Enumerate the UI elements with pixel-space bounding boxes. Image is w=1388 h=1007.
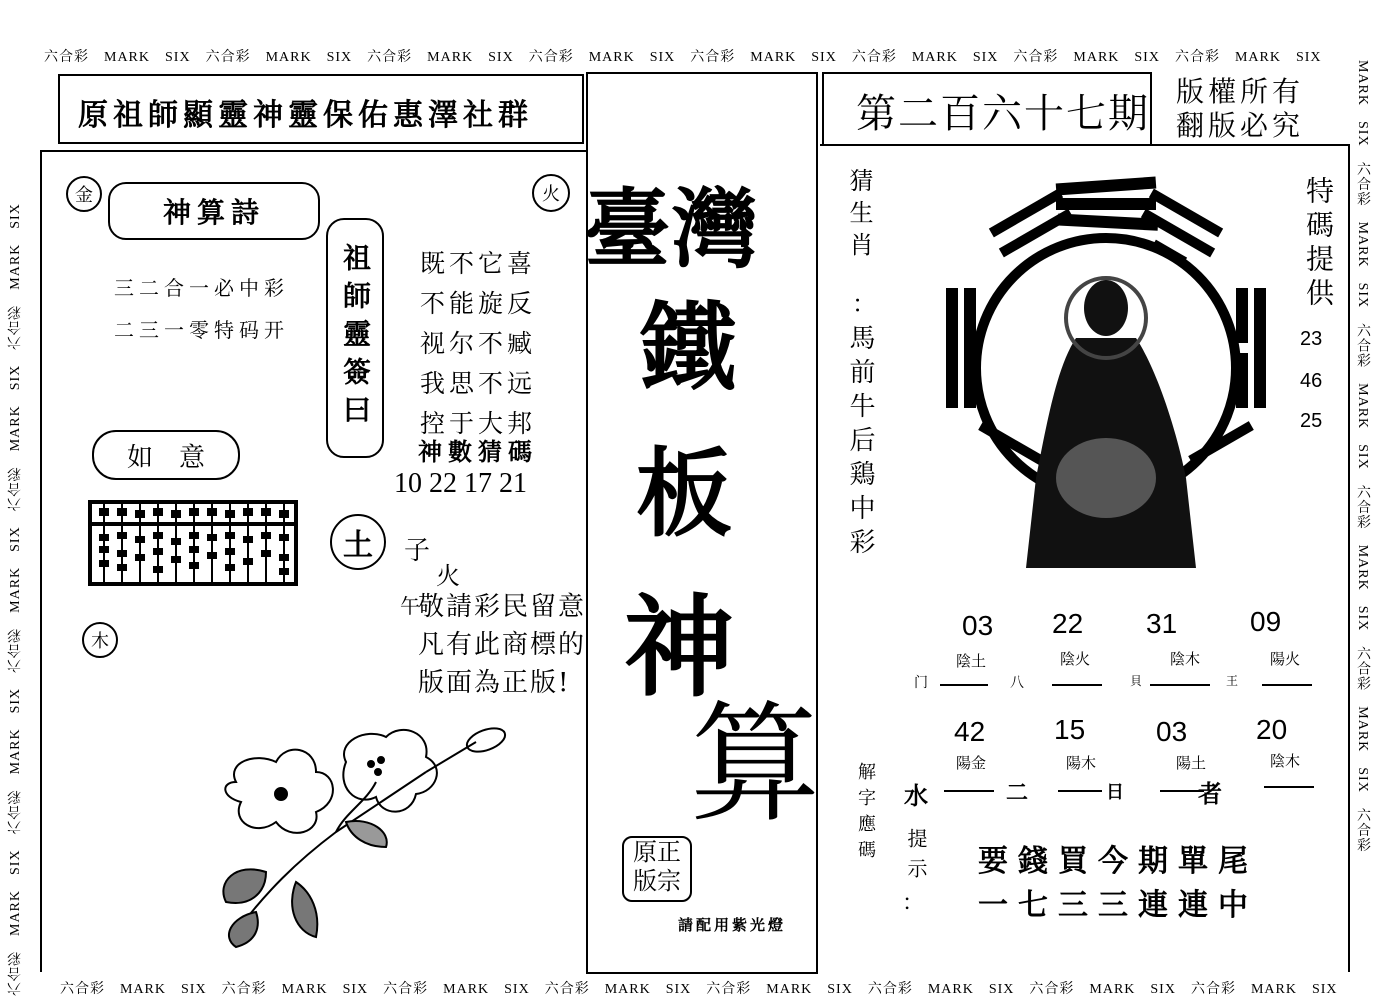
element-earth: [330, 514, 386, 570]
special-number-1: 23: [1300, 328, 1323, 350]
row2-number-1: 42: [954, 716, 986, 747]
row1-attr-2: 陰火: [1060, 650, 1091, 668]
zodiac-colon: ：: [852, 290, 876, 318]
special-label: 特碼提供: [1302, 176, 1335, 312]
element-fire: [532, 174, 570, 212]
poem-title: 神算詩: [162, 196, 265, 229]
left-banner: 原祖師顯靈神靈保佑惠澤社群: [78, 98, 533, 133]
watermark-right: MARK SIX 六合彩 MARK SIX 六合彩 MARK SIX 六合彩 MARK SIX 六合彩 MARK SIX 六合彩: [1355, 60, 1370, 853]
title-tie: 鐵: [640, 291, 736, 404]
watermark-top: 六合彩 MARK SIX 六合彩 MARK SIX 六合彩 MARK SIX 六合彩 MARK SIX 六合彩 MARK SIX 六合彩 MARK SIX 六合彩 MARK SIX 六合彩 MARK SIX: [44, 50, 1322, 65]
row2-attr-2: 陽木: [1066, 754, 1097, 772]
title-ban: 板: [636, 437, 732, 550]
element-gold: [66, 176, 102, 212]
oracle-verse: [420, 244, 536, 444]
oracle-line-2: 不能旋反: [420, 289, 537, 318]
row2-char-1: 水: [904, 781, 928, 810]
row2-char-2: 二: [1006, 780, 1029, 806]
row1-attr-4: 陽火: [1270, 650, 1301, 668]
notice-line-2: 凡有此商標的: [418, 630, 587, 660]
row1-number-2: 22: [1052, 608, 1084, 639]
numbers-value: 10 22 17 21: [394, 468, 527, 499]
wu-char: 午: [400, 594, 420, 618]
poem-line-1: 三二合一必中彩: [114, 276, 289, 300]
row1-attr-3: 陰木: [1170, 650, 1201, 668]
row1-char-1: 门: [914, 675, 928, 691]
row2-attr-3: 陽土: [1176, 754, 1207, 772]
notice-line-1: 敬請彩民留意: [418, 592, 587, 622]
row2-line-2: [1058, 790, 1102, 792]
element-gold-label: 金: [75, 185, 93, 206]
left-banner-box: [58, 74, 584, 144]
title-taiwan: 臺灣: [584, 179, 760, 280]
row2-number-3: 03: [1156, 716, 1188, 747]
abacus-graphic: [92, 504, 294, 582]
notice-text: [418, 588, 586, 702]
row1-line-4: [1262, 684, 1312, 686]
title-suan: 算: [690, 688, 821, 840]
oracle-line-1: 既不它喜: [420, 249, 537, 278]
row1-char-4: 王: [1226, 674, 1239, 688]
row1-char-2: 八: [1010, 675, 1024, 691]
row1-number-4: 09: [1250, 606, 1282, 637]
hint-line-1: 要錢買今期單尾: [978, 844, 1258, 879]
row1-line-1: [940, 684, 988, 686]
stamp-line-2: 版宗: [633, 867, 681, 895]
hint-colon: ：: [902, 891, 925, 916]
poem-title-box: [108, 182, 320, 240]
zi-char: 子: [404, 536, 431, 566]
oracle-line-3: 视尔不臧: [420, 329, 537, 358]
authentic-stamp: [622, 836, 692, 902]
special-number-2: 46: [1300, 370, 1323, 392]
flower-illustration: [196, 722, 516, 952]
deity-bagua-illustration: [946, 168, 1276, 588]
notice-line-3: 版面為正版!: [418, 668, 571, 698]
watermark-bottom: 六合彩 MARK SIX 六合彩 MARK SIX 六合彩 MARK SIX 六合彩 MARK SIX 六合彩 MARK SIX 六合彩 MARK SIX 六合彩 MARK SIX 六合彩 MARK SIX: [60, 982, 1338, 997]
watermark-left: 六合彩 MARK SIX 六合彩 MARK SIX 六合彩 MARK SIX 六合彩 MARK SIX 六合彩 MARK SIX: [8, 203, 23, 996]
hint-line-2: 一七三三連連中: [978, 888, 1258, 923]
ruyi-box: [92, 430, 240, 480]
right-header-box: [822, 72, 1152, 146]
title-shen: 神: [624, 583, 734, 712]
abacus-image: [88, 500, 298, 586]
row1-line-2: [1052, 684, 1102, 686]
oracle-line-4: 我思不远: [420, 369, 537, 398]
issue-number: 第二百六十七期: [856, 91, 1150, 137]
numbers-label: 神數猜碼: [418, 437, 538, 466]
row2-line-4: [1264, 786, 1314, 788]
zodiac-text: 馬前牛后鶏中彩: [845, 324, 875, 562]
element-fire-label: 火: [542, 184, 560, 205]
row2-attr-4: 陰木: [1270, 752, 1301, 770]
row2-line-1: [944, 790, 994, 792]
row2-number-2: 15: [1054, 714, 1086, 745]
row1-attr-1: 陰土: [956, 652, 987, 670]
hint-label: 提示: [904, 828, 928, 888]
row1-line-3: [1150, 684, 1210, 686]
ruyi-label: 如 意: [126, 442, 205, 473]
center-footer: 請配用紫光燈: [678, 916, 787, 934]
zodiac-label: 猜生肖: [845, 168, 873, 264]
element-wood: [82, 622, 118, 658]
oracle-line-5: 控于大邦: [420, 409, 537, 438]
row2-number-4: 20: [1256, 714, 1288, 745]
oracle-label-box: [326, 218, 384, 458]
stamp-line-1: 原正: [633, 838, 681, 866]
row1-number-1: 03: [962, 610, 994, 641]
copyright-line-2: 翻版必究: [1176, 109, 1305, 142]
row1-char-3: 貝: [1130, 674, 1143, 688]
oracle-label: 祖師靈簽曰: [339, 243, 372, 433]
huo-small-char: 火: [436, 562, 460, 590]
decode-label: 解字應碼: [855, 762, 876, 866]
poem-line-2: 二三一零特码开: [114, 318, 289, 342]
row1-number-3: 31: [1146, 608, 1178, 639]
row2-attr-1: 陽金: [956, 754, 987, 772]
special-number-3: 25: [1300, 410, 1323, 432]
element-earth-label: 土: [343, 528, 373, 563]
element-wood-label: 木: [91, 631, 109, 652]
row2-char-3: 日: [1106, 782, 1124, 803]
row2-char-4: 者: [1198, 779, 1222, 808]
copyright-line-1: 版權所有: [1176, 75, 1305, 108]
